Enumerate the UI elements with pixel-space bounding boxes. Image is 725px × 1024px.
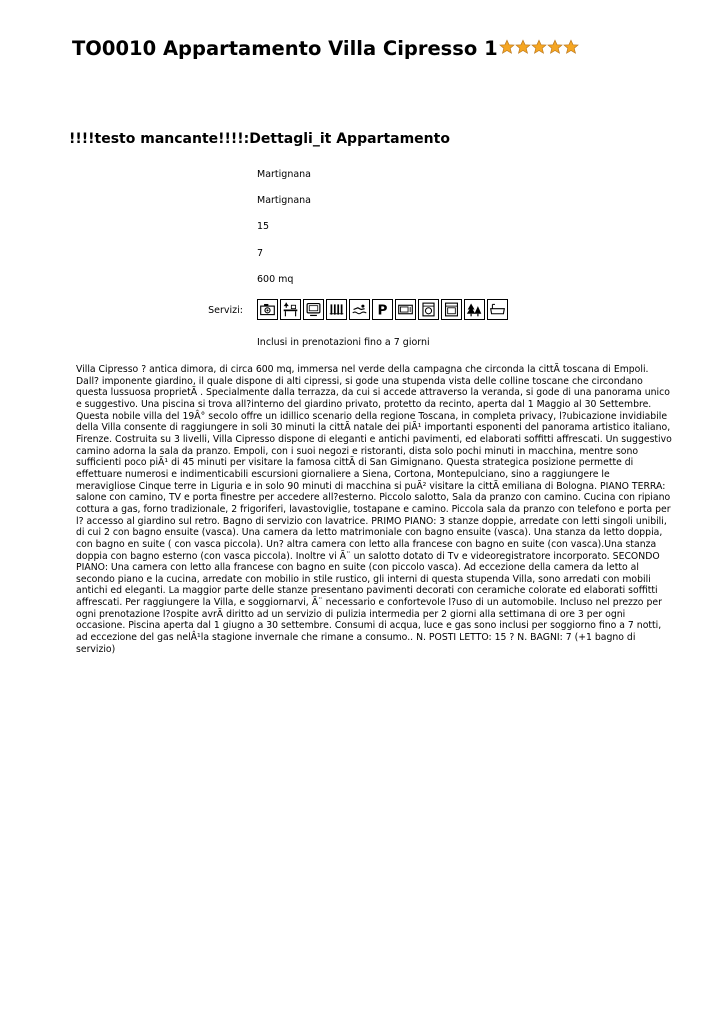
garden-table-icon — [280, 299, 301, 320]
washing-machine-icon — [418, 299, 439, 320]
oven-icon — [441, 299, 462, 320]
star-icon — [499, 39, 515, 55]
star-icon — [515, 39, 531, 55]
svg-text:P: P — [377, 302, 388, 318]
utilities-value: Inclusi in prenotazioni fino a 7 giorni — [257, 337, 430, 348]
area-value: Martignana — [257, 169, 312, 180]
star-icon — [531, 39, 547, 55]
section-title: !!!!testo mancante!!!!:Dettagli_it Appartamento — [69, 131, 450, 147]
star-icon — [547, 39, 563, 55]
garden-icon — [464, 299, 485, 320]
camera-icon — [257, 299, 278, 320]
services-label: Servizi: — [208, 305, 243, 316]
tv-icon — [303, 299, 324, 320]
baths-value: 7 — [257, 248, 264, 259]
page-title — [72, 37, 579, 60]
description-text: Villa Cipresso ? antica dimora, di circa 600 mq, immersa nel verde della campagna che circonda la cittÃ toscana di Empoli. Dall? imponente giardino, il quale dispone di alti cipressi, si gode una stupenda vista delle colline toscane che circondano questa lussuosa proprietÃ . Specialmente dalla terrazza, da cui si accede attraverso la veranda, si gode di una panorama unico e suggestivo. Una piscina si trova all?interno del giardino privato, protetto da recinto, aperta dal 1 Maggio al 30 Settembre. Questa nobile villa del 19Â° secolo offre un idillico scenario della regione Toscana, in completa privacy, l?ubicazione invidiabile della Villa consente di raggiungere in soli 30 minuti la cittÃ natale dei piÃ¹ importanti esponenti del panorama artistico italiano, Firenze. Costruita su 3 livelli, Villa Cipresso dispone di eleganti e antichi pavimenti, ed elaborati soffitti affrescati. Un suggestivo camino adorna la sala da pranzo. Empoli, con i suoi negozi e ristoranti, dista solo pochi minuti in macchina, mentre sono sufficienti poco piÃ¹ di 45 minuti per visitare la famosa cittÃ di San Gimignano. Questa strategica posizione permette di effettuare numerosi e indimenticabili escursioni giornaliere a Siena, Cortona, Montepulciano, sino a raggiungere le meravigliose Cinque terre in Liguria e in solo 90 minuti di macchina si puÃ² visitare la cittÃ emiliana di Bologna. PIANO TERRA: salone con camino, TV e porta finestre per accedere all?esterno. Piccolo salotto, Sala da pranzo con camino. Cucina con ripiano cottura a gas, forno tradizionale, 2 frigoriferi, lavastoviglie, tostapane e camino. Piccola sala da pranzo con telefono e porta per l? accesso al giardino sul retro. Bagno di servizio con lavatrice. PRIMO PIANO: 3 stanze doppie, arredate con letti singoli unibili, di cui 2 con bagno ensuite (vasca). Una camera da letto matrimoniale con bagno ensuite (vasca). Una stanza da letto doppia, con bagno en suite ( con vasca piccola). Un? altra camera con letto alla francese con bagno en suite (con vasca).Una stanza doppia con bagno esterno (con vasca piccola). Inoltre vi Ã¨ un salotto dotato di Tv e videoregistratore incorporato. SECONDO PIANO: Una camera con letto alla francese con bagno en suite (con piccolo vasca). Ad eccezione della camera da letto al secondo piano e la cucina, arredate con mobilio in stile rustico, gli interni di questa stupenda Villa, sono arredati con mobili antichi ed eleganti. La maggior parte delle stanze presentano pavimenti decorati con ceramiche colorate ed elaborati soffitti affrescati. Per raggiungere la Villa, e soggiornarvi, Ã¨ necessario e confortevole l?uso di un automobile. Incluso nel prezzo per ogni prenotazione l?ospite avrÃ diritto ad un servizio di pulizia intermedia per 2 giorni alla settimana di ore 3 per ogni occasione. Piscina aperta dal 1 giugno a 30 settembre. Consumi di acqua, luce e gas sono inclusi per soggiorno fino a 7 notti, ad eccezione del gas nelÂ¹la stagione invernale che rimane a consumo.. N. POSTI LETTO: 15 ? N. BAGNI: 7 (+1 bagno di servizio) — [76, 364, 672, 655]
star-icon — [563, 39, 579, 55]
detail-row-services — [0, 299, 725, 323]
heating-radiator-icon — [326, 299, 347, 320]
swimming-pool-icon — [349, 299, 370, 320]
size-value: 600 mq — [257, 274, 294, 285]
rating-stars — [499, 39, 579, 55]
bathtub-icon — [487, 299, 508, 320]
city-value: Martignana — [257, 195, 312, 206]
page-title-text: TO0010 Appartamento Villa Cipresso 1 — [72, 37, 498, 60]
microwave-icon — [395, 299, 416, 320]
beds-value: 15 — [257, 221, 270, 232]
services-icons — [257, 299, 510, 320]
parking-icon — [372, 299, 393, 320]
